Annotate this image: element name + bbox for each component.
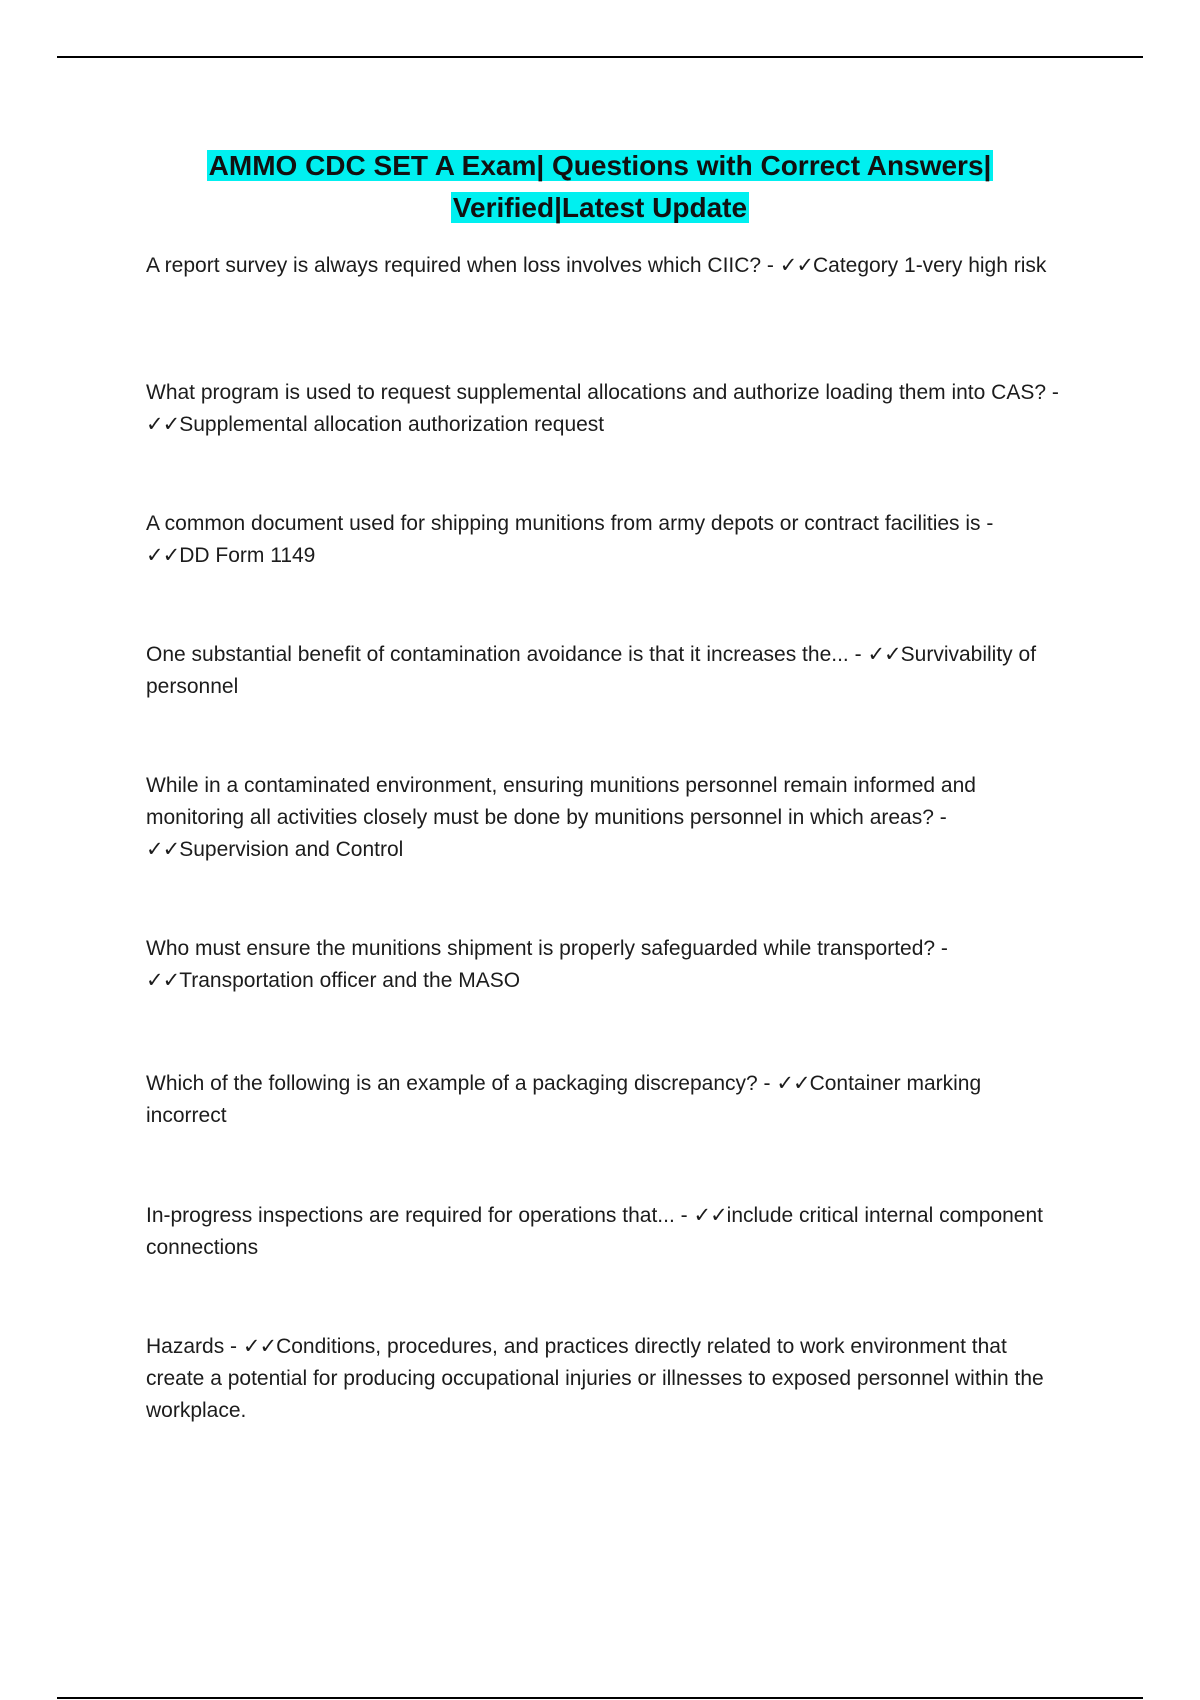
separator: - [848,643,868,666]
document-title [0,145,1200,229]
qa-item [146,508,1061,572]
question-text: Which of the following is an example of a packaging discrepancy? [146,1072,758,1095]
separator: - [674,1204,694,1227]
qa-item [146,1200,1061,1264]
qa-item [146,250,1061,282]
check-icon: ✓✓ [867,643,901,666]
question-text: Hazards [146,1335,225,1358]
separator: - [935,937,948,960]
separator: - [980,512,994,535]
answer-text: Conditions, procedures, and practices directly related to work environment that create a potential for producing occupational injuries or illnesses to exposed personnel within the workplace. [146,1335,1044,1422]
answer-text: include critical internal component connections [146,1204,1044,1259]
question-text: A common document used for shipping munitions from army depots or contract facilities is [146,512,981,535]
question-text: A report survey is always required when loss involves which CIIC? [146,254,762,277]
qa-item [146,1331,1061,1427]
top-rule [57,56,1143,58]
question-text: Who must ensure the munitions shipment is properly safeguarded while transported? [146,937,936,960]
question-text: What program is used to request supplemental allocations and authorize loading them into CAS? [146,381,1047,404]
bottom-rule [57,1697,1143,1699]
qa-item [146,639,1061,703]
title-line-2: Verified|Latest Update [452,192,748,223]
check-icon: ✓✓ [693,1204,727,1227]
question-text: While in a contaminated environment, ensuring munitions personnel remain informed and monitoring all activities closely must be done by munitions personnel in which areas? [146,774,976,829]
answer-text: Supplemental allocation authorization request [179,413,605,436]
separator: - [1046,381,1059,404]
check-icon: ✓✓ [776,1072,810,1095]
check-icon: ✓✓ [146,969,180,992]
question-text: In-progress inspections are required for operations that... [146,1204,675,1227]
answer-text: Survivability of personnel [146,643,1037,698]
answer-text: Category 1-very high risk [812,254,1047,277]
check-icon: ✓✓ [779,254,813,277]
separator: - [761,254,780,277]
separator: - [933,806,947,829]
answer-text: Transportation officer and the MASO [179,969,521,992]
title-line-1: AMMO CDC SET A Exam| Questions with Correct Answers| [208,150,992,181]
check-icon: ✓✓ [146,544,180,567]
answer-text: Supervision and Control [179,838,404,861]
check-icon: ✓✓ [146,413,180,436]
check-icon: ✓✓ [242,1335,277,1358]
qa-item [146,1068,1061,1132]
question-text: One substantial benefit of contamination avoidance is that it increases the... [146,643,849,666]
qa-item [146,933,1061,997]
answer-text: DD Form 1149 [179,544,316,567]
separator: - [757,1072,777,1095]
qa-item [146,377,1061,441]
check-icon: ✓✓ [146,838,180,861]
separator: - [224,1335,243,1358]
qa-item [146,770,1061,866]
answer-text: Container marking incorrect [146,1072,982,1127]
